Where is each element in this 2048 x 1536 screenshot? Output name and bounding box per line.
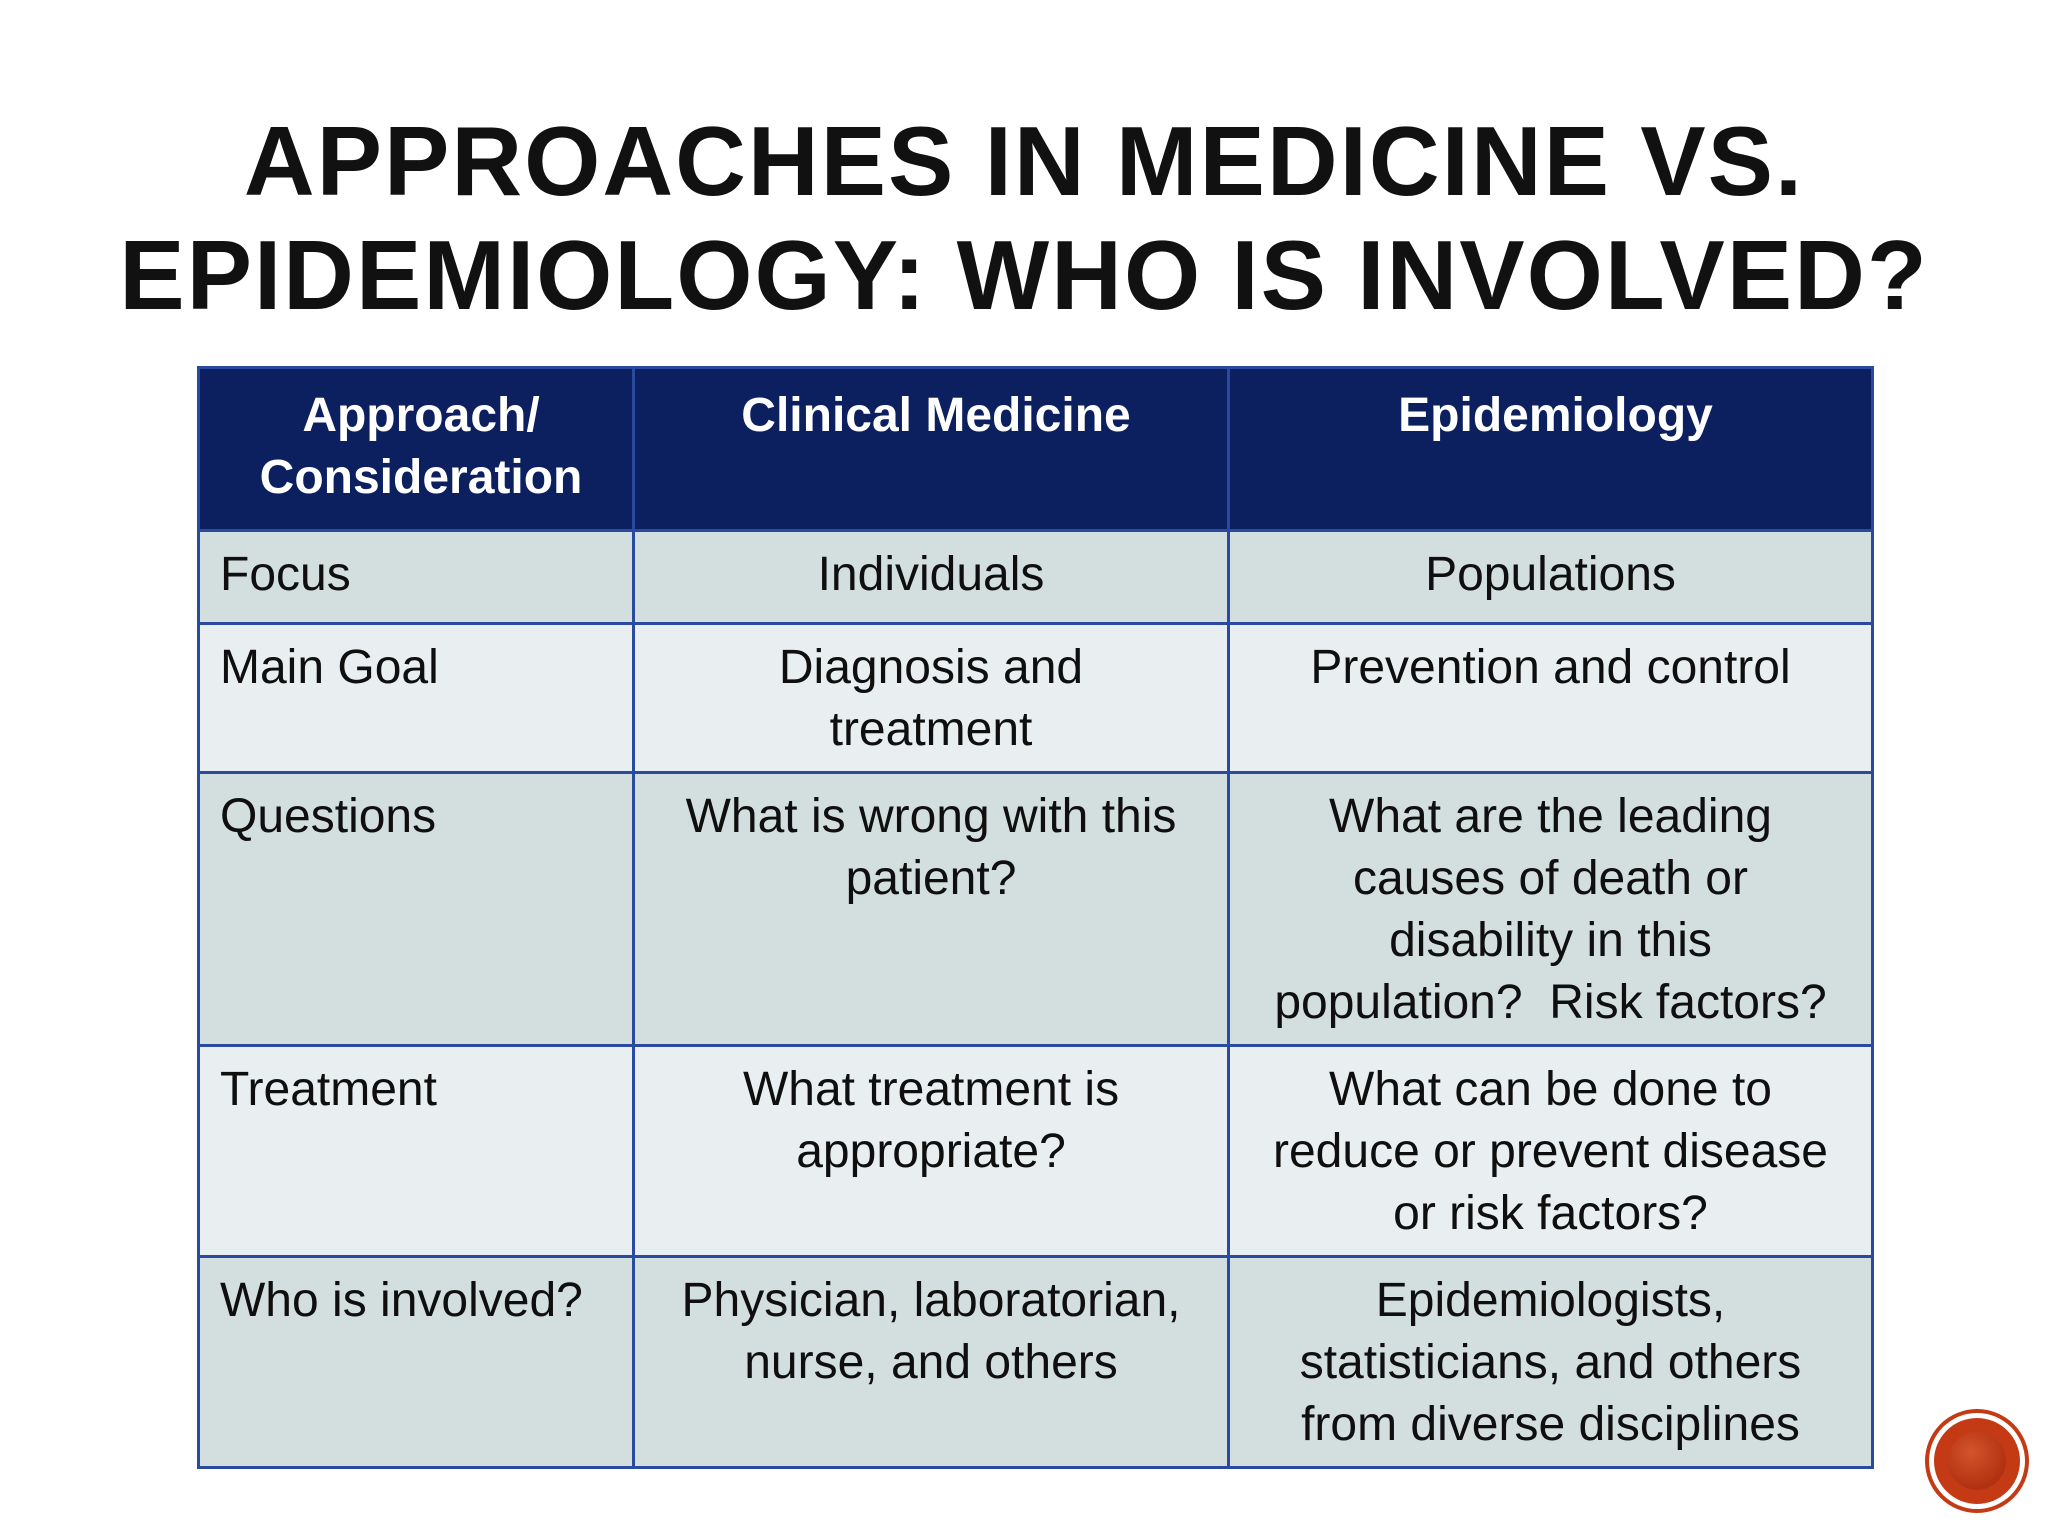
header-approach-line-1: Approach/ [302,389,540,442]
row-label-focus: Focus [199,531,634,624]
circle-button-icon[interactable] [1934,1418,2020,1504]
cell-line: What treatment is [742,1063,1120,1116]
cell-line: What are the leading [1329,790,1772,843]
row-label-main-goal: Main Goal [199,624,634,773]
header-clinical-medicine: Clinical Medicine [634,368,1229,531]
cell-line: treatment [829,703,1033,756]
cell-questions-epidemiology [1229,773,1873,1046]
comparison-table [197,366,1874,1469]
row-label-questions: Questions [199,773,634,1046]
cell-line: Prevention and control [1310,641,1791,694]
cell-line: statisticians, and others [1299,1336,1802,1389]
cell-line: reduce or prevent disease [1273,1125,1828,1178]
cell-line: Populations [1425,548,1676,601]
cell-line: Diagnosis and [778,641,1084,694]
cell-treatment-epidemiology [1229,1046,1873,1257]
cell-line: or risk factors? [1393,1187,1708,1240]
cell-line: appropriate? [796,1125,1066,1178]
cell-line: What is wrong with this [685,790,1177,843]
cell-line: population? Risk factors? [1274,976,1827,1029]
cell-treatment-clinical [634,1046,1229,1257]
header-epidemiology: Epidemiology [1229,368,1873,531]
cell-line: patient? [845,852,1017,905]
table-row-focus [199,531,1873,624]
cell-who-epidemiology [1229,1257,1873,1468]
cell-questions-clinical [634,773,1229,1046]
cell-line: from diverse disciplines [1301,1398,1800,1451]
cell-line: nurse, and others [744,1336,1118,1389]
cell-line: causes of death or [1353,852,1748,905]
table-row-main-goal [199,624,1873,773]
header-approach [199,368,634,531]
table-row-treatment [199,1046,1873,1257]
cell-focus-clinical [634,531,1229,624]
cell-line: What can be done to [1329,1063,1772,1116]
cell-who-clinical [634,1257,1229,1468]
cell-main-goal-epidemiology [1229,624,1873,773]
cell-line: Physician, laboratorian, [681,1274,1181,1327]
cell-line: disability in this [1389,914,1712,967]
row-label-treatment: Treatment [199,1046,634,1257]
header-approach-line-2: Consideration [259,451,583,504]
cell-line: Individuals [817,548,1045,601]
table-header-row [199,368,1873,531]
row-label-who-is-involved: Who is involved? [199,1257,634,1468]
cell-line: Epidemiologists, [1375,1274,1726,1327]
table-row-questions [199,773,1873,1046]
table-row-who-is-involved [199,1257,1873,1468]
comparison-table-container [197,366,1871,1469]
cell-focus-epidemiology [1229,531,1873,624]
slide-title-line-2: EPIDEMIOLOGY: WHO IS INVOLVED? [119,220,1929,330]
slide-title-line-1: APPROACHES IN MEDICINE VS. [243,106,1805,216]
slide-title [0,104,2048,332]
cell-main-goal-clinical [634,624,1229,773]
